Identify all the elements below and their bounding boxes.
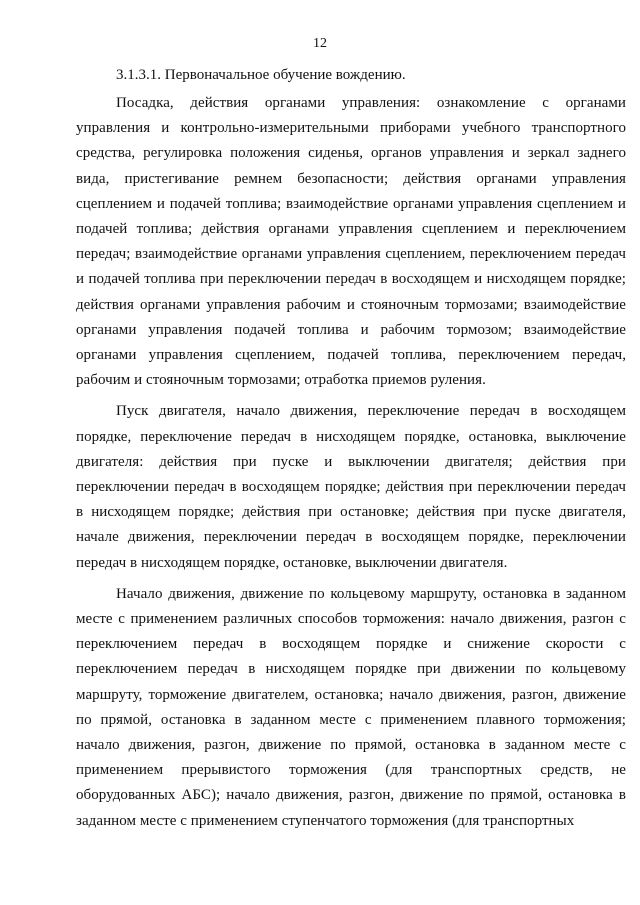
paragraph-engine-start: Пуск двигателя, начало движения, переключение передач в восходящем порядке, переключение передач в нисходящем порядке, остановка, выключение двигателя: действия при пуске и выключении двигателя; действия при переключении передач в восходящем порядке; действия при переключении передач в нисходящем порядке; действия при остановке; действия при пуске двигателя, начале движения, переключении передач в восходящем порядке, переключении передач в нисходящем порядке, остановке, выключении двигателя. (76, 403, 626, 571)
document-body (76, 62, 626, 840)
paragraph-seating-controls: Посадка, действия органами управления: ознакомление с органами управления и контрольно-измерительными приборами учебного транспортного средства, регулировка положения сиденья, органов управления и зеркал заднего вида, пристегивание ремнем безопасности; действия органами управления сцеплением и подачей топлива; взаимодействие органами управления сцеплением и подачей топлива; действия органами управления сцеплением и переключением передач; взаимодействие органами управления сцеплением, переключением передач и подачей топлива при переключении передач в восходящем и нисходящем порядке; действия органами управления рабочим и стояночным тормозами; взаимодействие органами управления подачей топлива и рабочим тормозом; взаимодействие органами управления сцеплением, подачей топлива, переключением передач, рабочим и стояночным тормозами; отработка приемов руления. (76, 95, 626, 389)
paragraph-circular-route: Начало движения, движение по кольцевому маршруту, остановка в заданном месте с применением различных способов торможения: начало движения, разгон с переключением передач в восходящем порядке и снижение скорости с переключением передач в нисходящем порядке при движении по кольцевому маршруту, торможение двигателем, остановка; начало движения, разгон, движение по прямой, остановка в заданном месте с применением плавного торможения; начало движения, разгон, движение по прямой, остановка в заданном месте с применением прерывистого торможения (для транспортных средств, не оборудованных АБС); начало движения, разгон, движение по прямой, остановка в заданном месте с применением ступенчатого торможения (для транспортных (76, 585, 626, 829)
section-heading: 3.1.3.1. Первоначальное обучение вождению. (116, 67, 406, 83)
page-number: 12 (313, 36, 327, 51)
